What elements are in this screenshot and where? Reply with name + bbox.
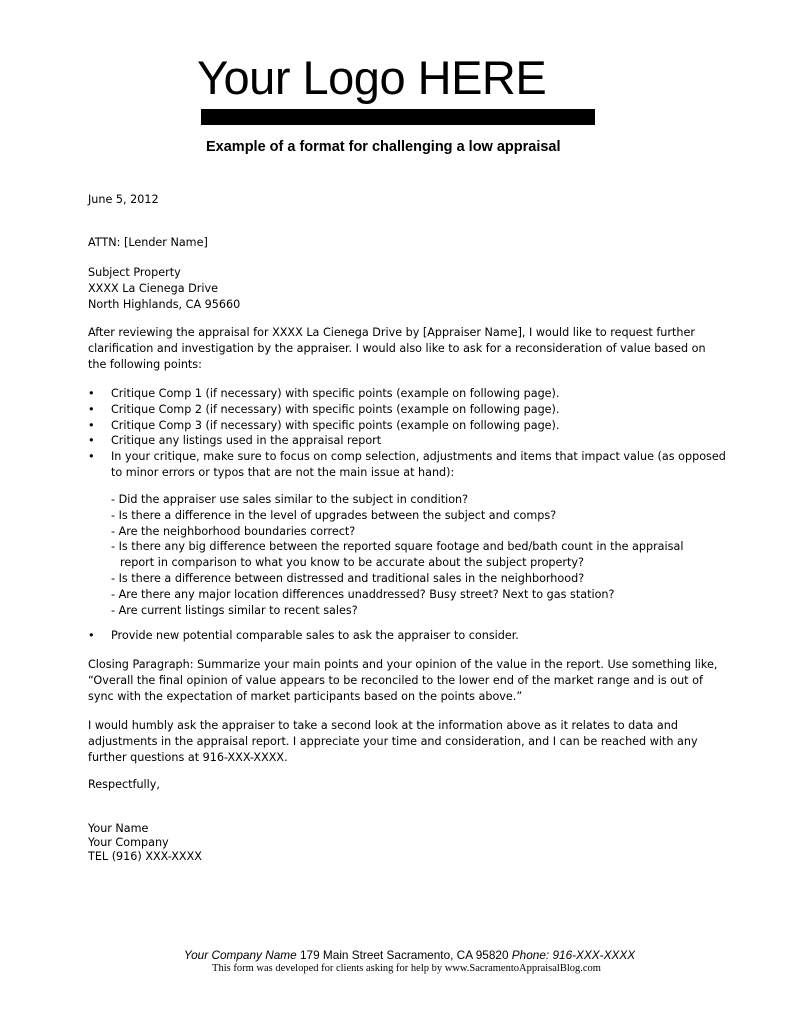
intro-paragraph: After reviewing the appraisal for XXXX La Cienega Drive by [Appraiser Name], I would like to request further clarification and investigation by the appraiser. I would also like to ask for a reconsideration of value based on the following points: xyxy=(88,326,706,371)
bullet-dot: • xyxy=(88,387,95,400)
list-item xyxy=(88,433,728,449)
footer-company-name: Your Company Name xyxy=(183,948,297,962)
bullet-text: Critique Comp 3 (if necessary) with specific points (example on following page). xyxy=(111,418,560,432)
closing-paragraph: Closing Paragraph: Summarize your main points and your opinion of the value in the report. Use something like, “Overall the final opinion of value appears to be reconciled to the lower end of the market range and is out of sync with the expectation of market participants based on the points above.” xyxy=(88,658,718,703)
list-item xyxy=(88,402,728,418)
list-item xyxy=(88,386,728,402)
list-item: - Did the appraiser use sales similar to the subject in condition? xyxy=(111,493,469,506)
signature-name: Your Name xyxy=(88,822,149,835)
logo-placeholder: Your Logo HERE xyxy=(197,51,547,104)
critique-questions-list xyxy=(111,492,716,618)
critique-bullet-list xyxy=(88,386,728,481)
bullet-dot: • xyxy=(88,434,95,448)
list-item: - Is there any big difference between the reported square footage and bed/bath count in the appraisal report in comparison to what you know to be accurate about the subject property? xyxy=(111,540,684,570)
request-paragraph: I would humbly ask the appraiser to take a second look at the information above as it relates to data and adjustments in the appraisal report. I appreciate your time and consideration, and I can be reached with any further questions at 916-XXX-XXXX. xyxy=(88,719,698,764)
list-item xyxy=(88,628,728,644)
bullet-dot: • xyxy=(88,450,95,464)
bullet-dot: • xyxy=(88,418,95,432)
attn-line: ATTN: [Lender Name] xyxy=(88,236,208,249)
signoff: Respectfully, xyxy=(88,778,160,791)
bullet-text: In your critique, make sure to focus on comp selection, adjustments and items that impact value (as opposed to minor errors or typos that are not the main issue at hand): xyxy=(111,450,726,479)
address-line-2: North Highlands, CA 95660 xyxy=(88,298,241,311)
list-item: - Is there a difference between distressed and traditional sales in the neighborhood? xyxy=(111,571,585,585)
address-line-1: XXXX La Cienega Drive xyxy=(88,282,218,295)
footer-contact-line xyxy=(0,948,791,962)
list-item xyxy=(88,418,728,434)
bullet-text: Critique any listings used in the appraisal report xyxy=(111,434,382,448)
logo-underline-bar xyxy=(201,109,595,125)
signature-company: Your Company xyxy=(88,836,169,849)
final-bullet-list xyxy=(88,628,728,644)
document-subtitle: Example of a format for challenging a low appraisal xyxy=(206,139,561,155)
list-item xyxy=(88,449,728,481)
list-item: - Are there any major location differences unaddressed? Busy street? Next to gas station? xyxy=(111,587,615,601)
list-item: - Is there a difference in the level of upgrades between the subject and comps? xyxy=(111,508,557,522)
bullet-text: Provide new potential comparable sales to ask the appraiser to consider. xyxy=(111,629,519,642)
bullet-dot: • xyxy=(88,402,95,416)
list-item: - Are current listings similar to recent sales? xyxy=(111,603,358,617)
footer-phone: Phone: 916-XXX-XXXX xyxy=(511,948,636,962)
signature-phone: TEL (916) XXX-XXXX xyxy=(88,850,202,863)
list-item: - Are the neighborhood boundaries correct? xyxy=(111,524,356,538)
bullet-dot: • xyxy=(88,629,95,642)
bullet-text: Critique Comp 1 (if necessary) with specific points (example on following page). xyxy=(111,387,560,400)
footer-address: 179 Main Street Sacramento, CA 95820 xyxy=(296,948,512,962)
letter-date: June 5, 2012 xyxy=(88,193,159,206)
footer-note: This form was developed for clients asking for help by www.SacramentoAppraisalBlog.com xyxy=(212,963,601,974)
subject-heading: Subject Property xyxy=(88,266,181,279)
bullet-text: Critique Comp 2 (if necessary) with specific points (example on following page). xyxy=(111,402,560,416)
